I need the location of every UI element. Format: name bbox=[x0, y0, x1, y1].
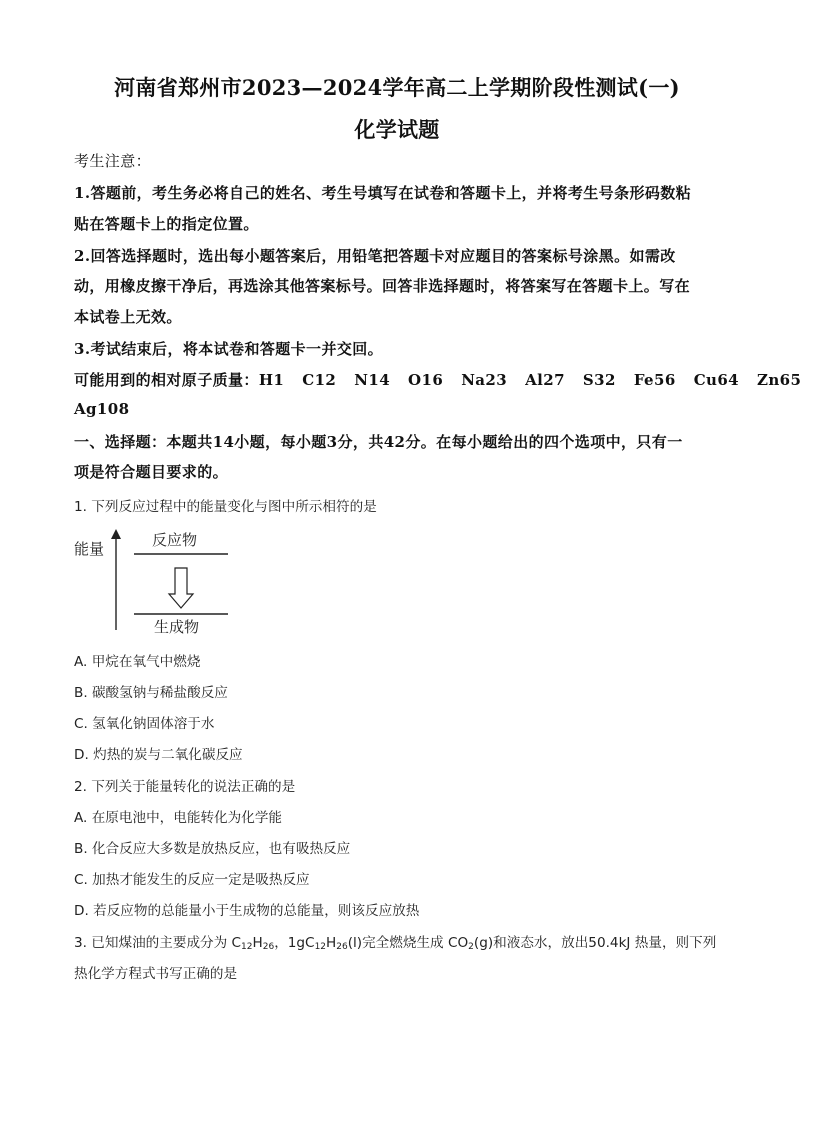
question-2-option-a: A. 在原电池中，电能转化为化学能 bbox=[74, 810, 283, 826]
stem-text: H bbox=[252, 935, 263, 951]
atomic-mass: C12 bbox=[302, 371, 337, 389]
atomic-mass-label: 可能用到的相对原子质量： bbox=[74, 371, 259, 389]
atomic-mass: N14 bbox=[354, 371, 391, 389]
atomic-mass-last: Ag108 bbox=[74, 400, 130, 418]
question-1-option-d: D. 灼热的炭与二氧化碳反应 bbox=[74, 747, 243, 763]
question-3-stem bbox=[74, 931, 716, 952]
stem-text: ，1gC bbox=[274, 935, 315, 951]
notice-heading: 考生注意： bbox=[74, 152, 152, 170]
reactant-label: 反应物 bbox=[152, 531, 198, 549]
notice-line: 1.答题前，考生务必将自己的姓名、考生号填写在试卷和答题卡上，并将考生号条形码数粘 bbox=[74, 184, 692, 202]
subscript: 2 bbox=[468, 942, 474, 952]
atomic-mass: H1 bbox=[258, 371, 285, 389]
stem-text: (l)完全燃烧生成 CO bbox=[347, 935, 469, 951]
down-arrow-icon bbox=[169, 568, 193, 608]
atomic-mass: S32 bbox=[582, 371, 616, 389]
product-label: 生成物 bbox=[154, 618, 200, 636]
notice-line: 2.回答选择题时，选出每小题答案后，用铅笔把答题卡对应题目的答案标号涂黑。如需改 bbox=[74, 247, 676, 265]
atomic-mass: Cu64 bbox=[693, 371, 740, 389]
question-1-option-a: A. 甲烷在氧气中燃烧 bbox=[74, 654, 201, 670]
section-heading: 一、选择题：本题共14小题，每小题3分，共42分。在每小题给出的四个选项中，只有一 bbox=[74, 433, 683, 451]
question-2-option-b: B. 化合反应大多数是放热反应，也有吸热反应 bbox=[74, 841, 351, 857]
question-2-option-c: C. 加热才能发生的反应一定是吸热反应 bbox=[74, 872, 310, 888]
exam-title: 河南省郑州市2023—2024学年高二上学期阶段性测试(一) bbox=[114, 75, 680, 100]
question-1-option-b: B. 碳酸氢钠与稀盐酸反应 bbox=[74, 685, 228, 701]
atomic-mass: Na23 bbox=[461, 371, 508, 389]
energy-axis-label: 能量 bbox=[74, 540, 105, 558]
subscript: 26 bbox=[336, 942, 348, 952]
stem-text: H bbox=[326, 935, 337, 951]
axis-arrowhead-icon bbox=[111, 529, 121, 539]
subscript: 26 bbox=[262, 942, 275, 952]
atomic-mass-line bbox=[74, 369, 819, 390]
subscript: 12 bbox=[241, 942, 253, 952]
notice-line: 贴在答题卡上的指定位置。 bbox=[74, 215, 259, 233]
stem-text: (g)和液态水，放出50.4kJ 热量，则下列 bbox=[473, 935, 717, 951]
notice-line: 本试卷上无效。 bbox=[74, 308, 182, 326]
atomic-mass: Fe56 bbox=[633, 371, 676, 389]
question-3-stem-cont: 热化学方程式书写正确的是 bbox=[74, 966, 238, 982]
energy-diagram bbox=[72, 526, 252, 638]
exam-subject: 化学试题 bbox=[354, 117, 440, 142]
question-1-option-c: C. 氢氧化钠固体溶于水 bbox=[74, 716, 215, 732]
stem-text: 3. 已知煤油的主要成分为 C bbox=[74, 935, 242, 951]
question-1-stem: 1. 下列反应过程中的能量变化与图中所示相符的是 bbox=[74, 499, 377, 515]
notice-line: 3.考试结束后，将本试卷和答题卡一并交回。 bbox=[74, 340, 384, 358]
atomic-mass: Al27 bbox=[525, 371, 565, 389]
atomic-mass: Zn65 bbox=[757, 371, 802, 389]
atomic-mass: O16 bbox=[408, 371, 444, 389]
section-heading-cont: 项是符合题目要求的。 bbox=[74, 463, 229, 481]
question-2-option-d: D. 若反应物的总能量小于生成物的总能量，则该反应放热 bbox=[74, 903, 420, 919]
subscript: 12 bbox=[314, 942, 327, 952]
question-2-stem: 2. 下列关于能量转化的说法正确的是 bbox=[74, 779, 296, 795]
notice-line: 动，用橡皮擦干净后，再选涂其他答案标号。回答非选择题时，将答案写在答题卡上。写在 bbox=[74, 277, 691, 295]
